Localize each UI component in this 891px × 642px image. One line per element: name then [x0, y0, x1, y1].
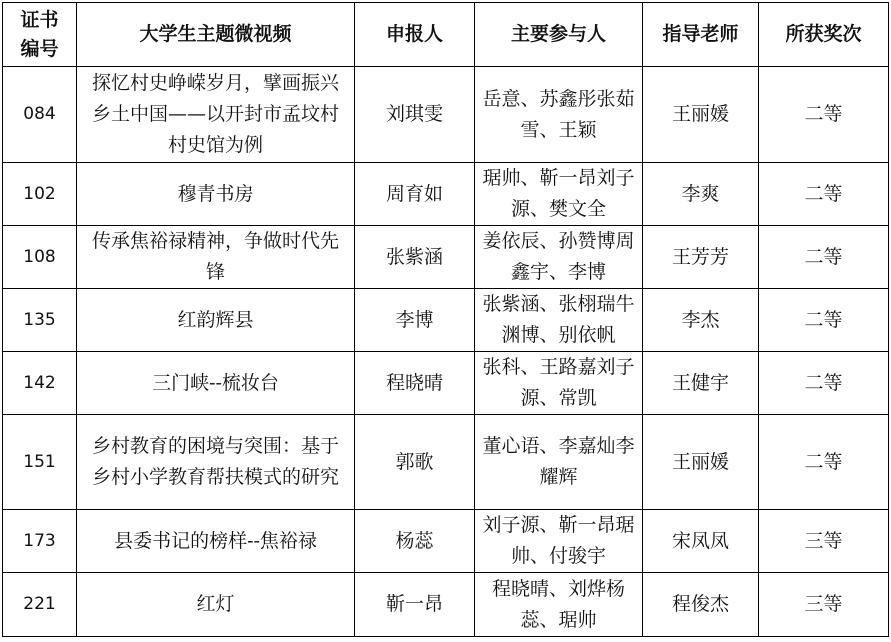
cell-video-title: 穆青书房: [77, 163, 355, 226]
cell-applicant: 杨蕊: [355, 510, 475, 573]
cell-participants: 董心语、李嘉灿李耀辉: [475, 415, 643, 510]
cell-applicant: 李博: [355, 289, 475, 352]
cell-participants: 张紫涵、张栩瑞牛渊博、别依帆: [475, 289, 643, 352]
cell-video-title: 三门峡--梳妆台: [77, 352, 355, 415]
cell-applicant: 刘琪雯: [355, 67, 475, 163]
table-row: [3, 289, 889, 352]
header-participants: 主要参与人: [475, 3, 643, 67]
cell-award: 二等: [759, 352, 889, 415]
cell-cert-id: 084: [3, 67, 77, 163]
header-advisor: 指导老师: [643, 3, 759, 67]
cell-participants: 琚帅、靳一昂刘子源、樊文全: [475, 163, 643, 226]
header-cert-id-label: 证书编号: [20, 8, 59, 60]
cell-cert-id: 221: [3, 573, 77, 637]
table-row: [3, 67, 889, 163]
cell-award: 三等: [759, 573, 889, 637]
cell-cert-id: 151: [3, 415, 77, 510]
cell-participants: 张科、王路嘉刘子源、常凯: [475, 352, 643, 415]
cell-applicant: 程晓晴: [355, 352, 475, 415]
cell-participants: 岳意、苏鑫彤张茹雪、王颖: [475, 67, 643, 163]
cell-cert-id: 142: [3, 352, 77, 415]
header-video-title: 大学生主题微视频: [77, 3, 355, 67]
cell-cert-id: 102: [3, 163, 77, 226]
cell-award: 三等: [759, 510, 889, 573]
cell-award: 二等: [759, 289, 889, 352]
cell-advisor: 王丽媛: [643, 67, 759, 163]
cell-advisor: 李爽: [643, 163, 759, 226]
cell-participants: 姜依辰、孙赞博周鑫宇、李博: [475, 226, 643, 289]
table-row: [3, 226, 889, 289]
cell-video-title: 红灯: [77, 573, 355, 637]
header-cert-id: [3, 3, 77, 67]
cell-advisor: 宋凤凤: [643, 510, 759, 573]
cell-advisor: 王健宇: [643, 352, 759, 415]
header-row: [3, 3, 889, 67]
cell-video-title: 乡村教育的困境与突围：基于乡村小学教育帮扶模式的研究: [77, 415, 355, 510]
table-row: [3, 352, 889, 415]
cell-cert-id: 108: [3, 226, 77, 289]
table-row: [3, 510, 889, 573]
cell-applicant: 周育如: [355, 163, 475, 226]
cell-advisor: 王丽媛: [643, 415, 759, 510]
cell-applicant: 张紫涵: [355, 226, 475, 289]
cell-applicant: 靳一昂: [355, 573, 475, 637]
cell-participants: 程晓晴、刘烨杨蕊、琚帅: [475, 573, 643, 637]
header-applicant: 申报人: [355, 3, 475, 67]
cell-advisor: 李杰: [643, 289, 759, 352]
cell-advisor: 王芳芳: [643, 226, 759, 289]
cell-award: 二等: [759, 415, 889, 510]
cell-video-title: 探忆村史峥嵘岁月，擘画振兴乡土中国——以开封市孟坟村村史馆为例: [77, 67, 355, 163]
cell-video-title: 传承焦裕禄精神，争做时代先锋: [77, 226, 355, 289]
cell-participants: 刘子源、靳一昂琚帅、付骏宇: [475, 510, 643, 573]
cell-video-title: 县委书记的榜样--焦裕禄: [77, 510, 355, 573]
awards-table: [2, 2, 889, 637]
cell-applicant: 郭歌: [355, 415, 475, 510]
cell-video-title: 红韵辉县: [77, 289, 355, 352]
cell-cert-id: 135: [3, 289, 77, 352]
cell-award: 二等: [759, 226, 889, 289]
table-row: [3, 163, 889, 226]
table-row: [3, 415, 889, 510]
cell-award: 二等: [759, 67, 889, 163]
cell-cert-id: 173: [3, 510, 77, 573]
cell-advisor: 程俊杰: [643, 573, 759, 637]
cell-award: 二等: [759, 163, 889, 226]
header-award: 所获奖次: [759, 3, 889, 67]
table-row: [3, 573, 889, 637]
